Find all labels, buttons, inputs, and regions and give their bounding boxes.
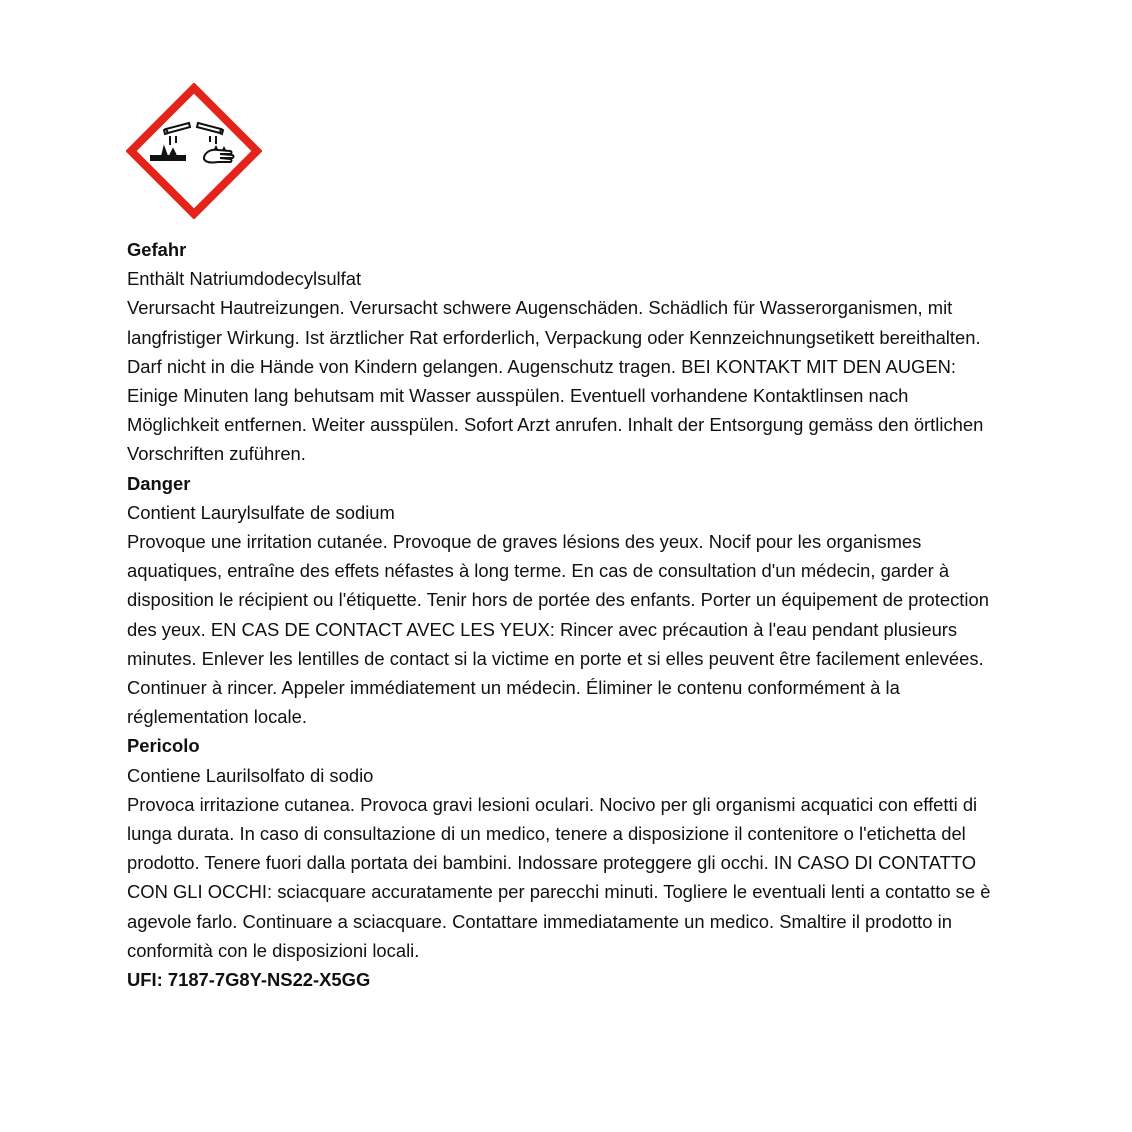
- contains-fr: Contient Laurylsulfate de sodium: [127, 501, 395, 523]
- signal-word-it: Pericolo: [127, 735, 200, 757]
- hazard-statements-de: Verursacht Hautreizungen. Verursacht schwere Augenschäden. Schädlich für Wasserorganismen, mit langfristiger Wirkung. Ist ärztlicher Rat erforderlich, Verpackung oder Kennzeichnungsetikett bereithalten. Darf nicht in die Hände von Kindern gelangen. Augenschutz tragen. BEI KONTAKT MIT DEN AUGEN: Einige Minuten lang behutsam mit Wasser ausspülen. Eventuell vorhandene Kontaktlinsen nach Möglichkeit entfernen. Weiter ausspülen. Sofort Arzt anrufen. Inhalt der Entsorgung gemäss den örtlichen Vorschriften zuführen.: [127, 297, 984, 465]
- hazard-statements-it: Provoca irritazione cutanea. Provoca gravi lesioni oculari. Nocivo per gli organismi acquatici con effetti di lunga durata. In caso di consultazione di un medico, tenere a disposizione il contenitore o l'etichetta del prodotto. Tenere fuori dalla portata dei bambini. Indossare proteggere gli occhi. IN CASO DI CONTATTO CON GLI OCCHI: sciacquare accuratamente per parecchi minuti. Togliere le eventuali lenti a contatto se è agevole farlo. Continuare a sciacquare. Contattare immediatamente un medico. Smaltire il prodotto in conformità con le disposizioni locali.: [127, 793, 991, 961]
- ufi-code: UFI: 7187-7G8Y-NS22-X5GG: [127, 969, 371, 991]
- contains-it: Contiene Laurilsolfato di sodio: [127, 764, 374, 786]
- hazard-statements-fr: Provoque une irritation cutanée. Provoque de graves lésions des yeux. Nocif pour les organismes aquatiques, entraîne des effets néfastes à long terme. En cas de consultation d'un médecin, garder à disposition le récipient ou l'étiquette. Tenir hors de portée des enfants. Porter un équipement de protection des yeux. EN CAS DE CONTACT AVEC LES YEUX: Rincer avec précaution à l'eau pendant plusieurs minutes. Enlever les lentilles de contact si la victime en porte et si elles peuvent être facilement enlevées. Continuer à rincer. Appeler immédiatement un médecin. Éliminer le contenu conformément à la réglementation locale.: [127, 531, 989, 728]
- ghs05-corrosion-icon: [126, 83, 262, 219]
- signal-word-de: Gefahr: [127, 239, 187, 260]
- contains-de: Enthält Natriumdodecylsulfat: [127, 268, 362, 290]
- signal-word-fr: Danger: [127, 472, 191, 494]
- hazard-label-text: [127, 235, 997, 994]
